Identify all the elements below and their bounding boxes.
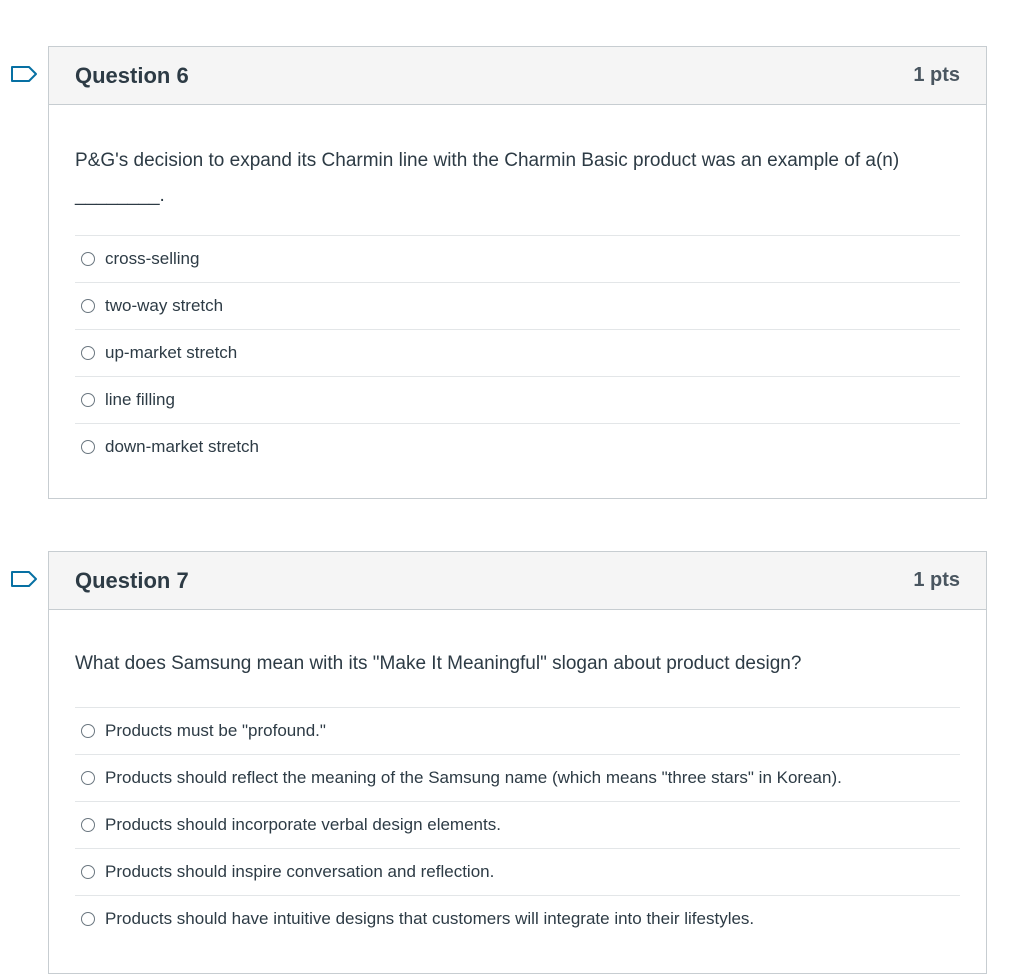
question-points: 1 pts <box>913 569 960 591</box>
answer-label[interactable]: two-way stretch <box>105 296 224 315</box>
answer-option[interactable] <box>75 376 960 423</box>
radio-button-icon[interactable] <box>81 346 95 360</box>
answer-option[interactable] <box>75 801 960 848</box>
radio-button-icon[interactable] <box>81 299 95 313</box>
question-text: What does Samsung mean with its "Make It Meaningful" slogan about product design? <box>75 653 802 674</box>
question-points: 1 pts <box>913 64 960 86</box>
radio-button-icon[interactable] <box>81 393 95 407</box>
question-text: P&G's decision to expand its Charmin line with the Charmin Basic product was an example of a(n) ________. <box>75 150 900 206</box>
radio-button-icon[interactable] <box>81 818 95 832</box>
answer-label[interactable]: line filling <box>105 390 175 409</box>
answer-label[interactable]: Products should inspire conversation and reflection. <box>105 862 495 881</box>
question-body <box>49 105 986 470</box>
question-6-card <box>48 46 987 499</box>
answer-label[interactable]: down-market stretch <box>105 437 259 456</box>
radio-button-icon[interactable] <box>81 440 95 454</box>
answer-label[interactable]: Products should reflect the meaning of the Samsung name (which means "three stars" in Korean). <box>105 768 842 787</box>
flag-question-7-icon[interactable] <box>10 570 38 588</box>
question-header <box>49 47 986 105</box>
answer-list <box>75 707 960 942</box>
answer-option[interactable] <box>75 423 960 470</box>
answer-option[interactable] <box>75 282 960 329</box>
answer-label[interactable]: up-market stretch <box>105 343 238 362</box>
radio-button-icon[interactable] <box>81 865 95 879</box>
flag-question-6-icon[interactable] <box>10 65 38 83</box>
answer-label[interactable]: cross-selling <box>105 249 200 268</box>
answer-label[interactable]: Products should incorporate verbal design elements. <box>105 815 501 834</box>
answer-list <box>75 235 960 470</box>
question-header <box>49 552 986 610</box>
radio-button-icon[interactable] <box>81 724 95 738</box>
radio-button-icon[interactable] <box>81 912 95 926</box>
answer-option[interactable] <box>75 235 960 282</box>
answer-option[interactable] <box>75 895 960 942</box>
answer-option[interactable] <box>75 754 960 801</box>
question-title: Question 7 <box>75 567 189 593</box>
answer-label[interactable]: Products must be "profound." <box>105 721 326 740</box>
question-7-card <box>48 551 987 974</box>
question-title: Question 6 <box>75 62 189 88</box>
radio-button-icon[interactable] <box>81 771 95 785</box>
answer-label[interactable]: Products should have intuitive designs that customers will integrate into their lifestyles. <box>105 909 755 928</box>
answer-option[interactable] <box>75 707 960 754</box>
radio-button-icon[interactable] <box>81 252 95 266</box>
answer-option[interactable] <box>75 329 960 376</box>
answer-option[interactable] <box>75 848 960 895</box>
question-body <box>49 610 986 942</box>
